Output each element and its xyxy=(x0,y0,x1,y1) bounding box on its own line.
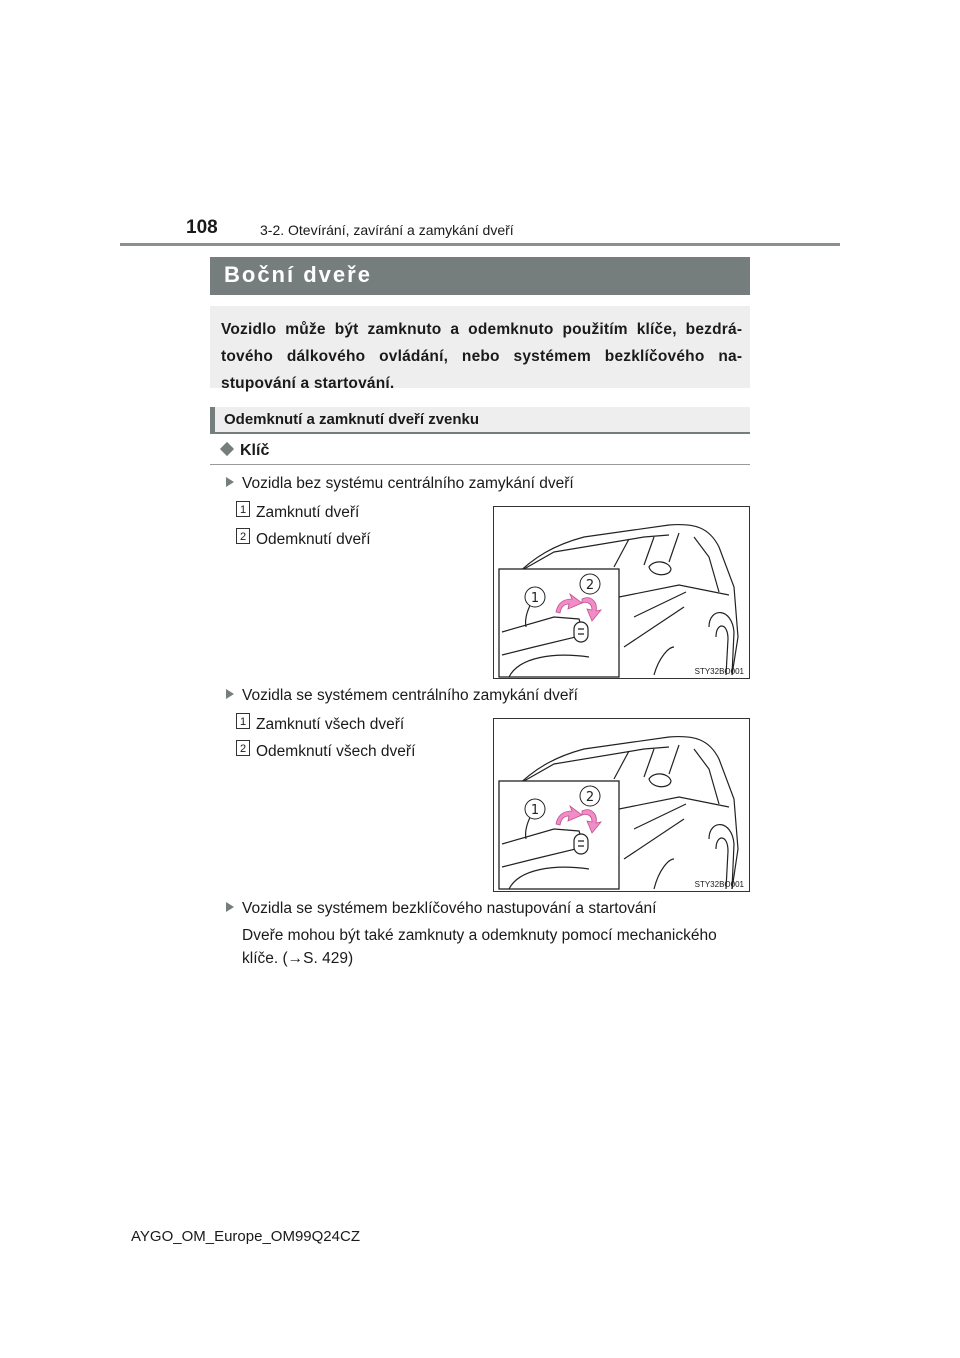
case-label: Vozidla se systémem centrálního zamykání dveří xyxy=(242,687,578,704)
case-2-label xyxy=(226,687,578,705)
case-1-step-1 xyxy=(236,504,359,522)
car-door-key-illustration xyxy=(494,507,749,678)
step-number-badge: 2 xyxy=(236,528,250,544)
car-door-key-illustration xyxy=(494,719,749,891)
footer-doc-id: AYGO_OM_Europe_OM99Q24CZ xyxy=(131,1228,360,1245)
step-number-badge: 1 xyxy=(236,713,250,729)
figure-door-lock-1 xyxy=(493,506,750,679)
step-number-badge: 1 xyxy=(236,501,250,517)
step-text: Odemknutí všech dveří xyxy=(256,743,416,760)
subsection-accent xyxy=(210,407,215,432)
triangle-bullet-icon xyxy=(226,689,234,699)
svg-text:1: 1 xyxy=(530,803,540,818)
case-label: Vozidla se systémem bezklíčového nastupování a startování xyxy=(242,900,657,917)
intro-text: Vozidlo může být zamknuto a odemknuto použitím klíče, bezdrátového dálkového ovládání, nebo systémem bezklíčového nastupování a startování. xyxy=(221,321,742,392)
triangle-bullet-icon xyxy=(226,477,234,487)
title-bar xyxy=(210,257,750,295)
case-label: Vozidla bez systému centrálního zamykání dveří xyxy=(242,475,574,492)
svg-text:1: 1 xyxy=(530,591,540,606)
case-2-step-1 xyxy=(236,716,404,734)
figure-code: STY32BO001 xyxy=(694,667,744,676)
subsection-heading xyxy=(210,407,750,434)
key-heading xyxy=(220,442,269,460)
key-heading-rule xyxy=(210,464,750,465)
figure-code: STY32BO001 xyxy=(694,880,744,889)
step-text: Zamknutí dveří xyxy=(256,504,360,521)
step-text: Odemknutí dveří xyxy=(256,531,371,548)
mechanical-key-note: Dveře mohou být také zamknuty a odemknuty pomocí mechanického klíče. (→S. 429) xyxy=(242,927,717,967)
case-1-step-2 xyxy=(236,531,371,549)
case-2-step-2 xyxy=(236,743,415,761)
diamond-icon xyxy=(220,442,234,456)
header-rule xyxy=(120,243,840,246)
key-heading-label: Klíč xyxy=(240,442,270,459)
step-text: Zamknutí všech dveří xyxy=(256,716,405,733)
step-number-badge: 2 xyxy=(236,740,250,756)
page-number: 108 xyxy=(186,217,218,238)
svg-text:2: 2 xyxy=(585,790,595,805)
svg-text:2: 2 xyxy=(585,578,595,593)
triangle-bullet-icon xyxy=(226,902,234,912)
figure-door-lock-2 xyxy=(493,718,750,892)
subsection-title: Odemknutí a zamknutí dveří zvenku xyxy=(224,411,480,428)
intro-box xyxy=(210,306,750,392)
section-path: 3-2. Otevírání, zavírání a zamykání dveří xyxy=(260,222,514,238)
case-1-label xyxy=(226,475,574,493)
page-title: Boční dveře xyxy=(224,262,372,287)
case-3-label xyxy=(226,900,656,918)
